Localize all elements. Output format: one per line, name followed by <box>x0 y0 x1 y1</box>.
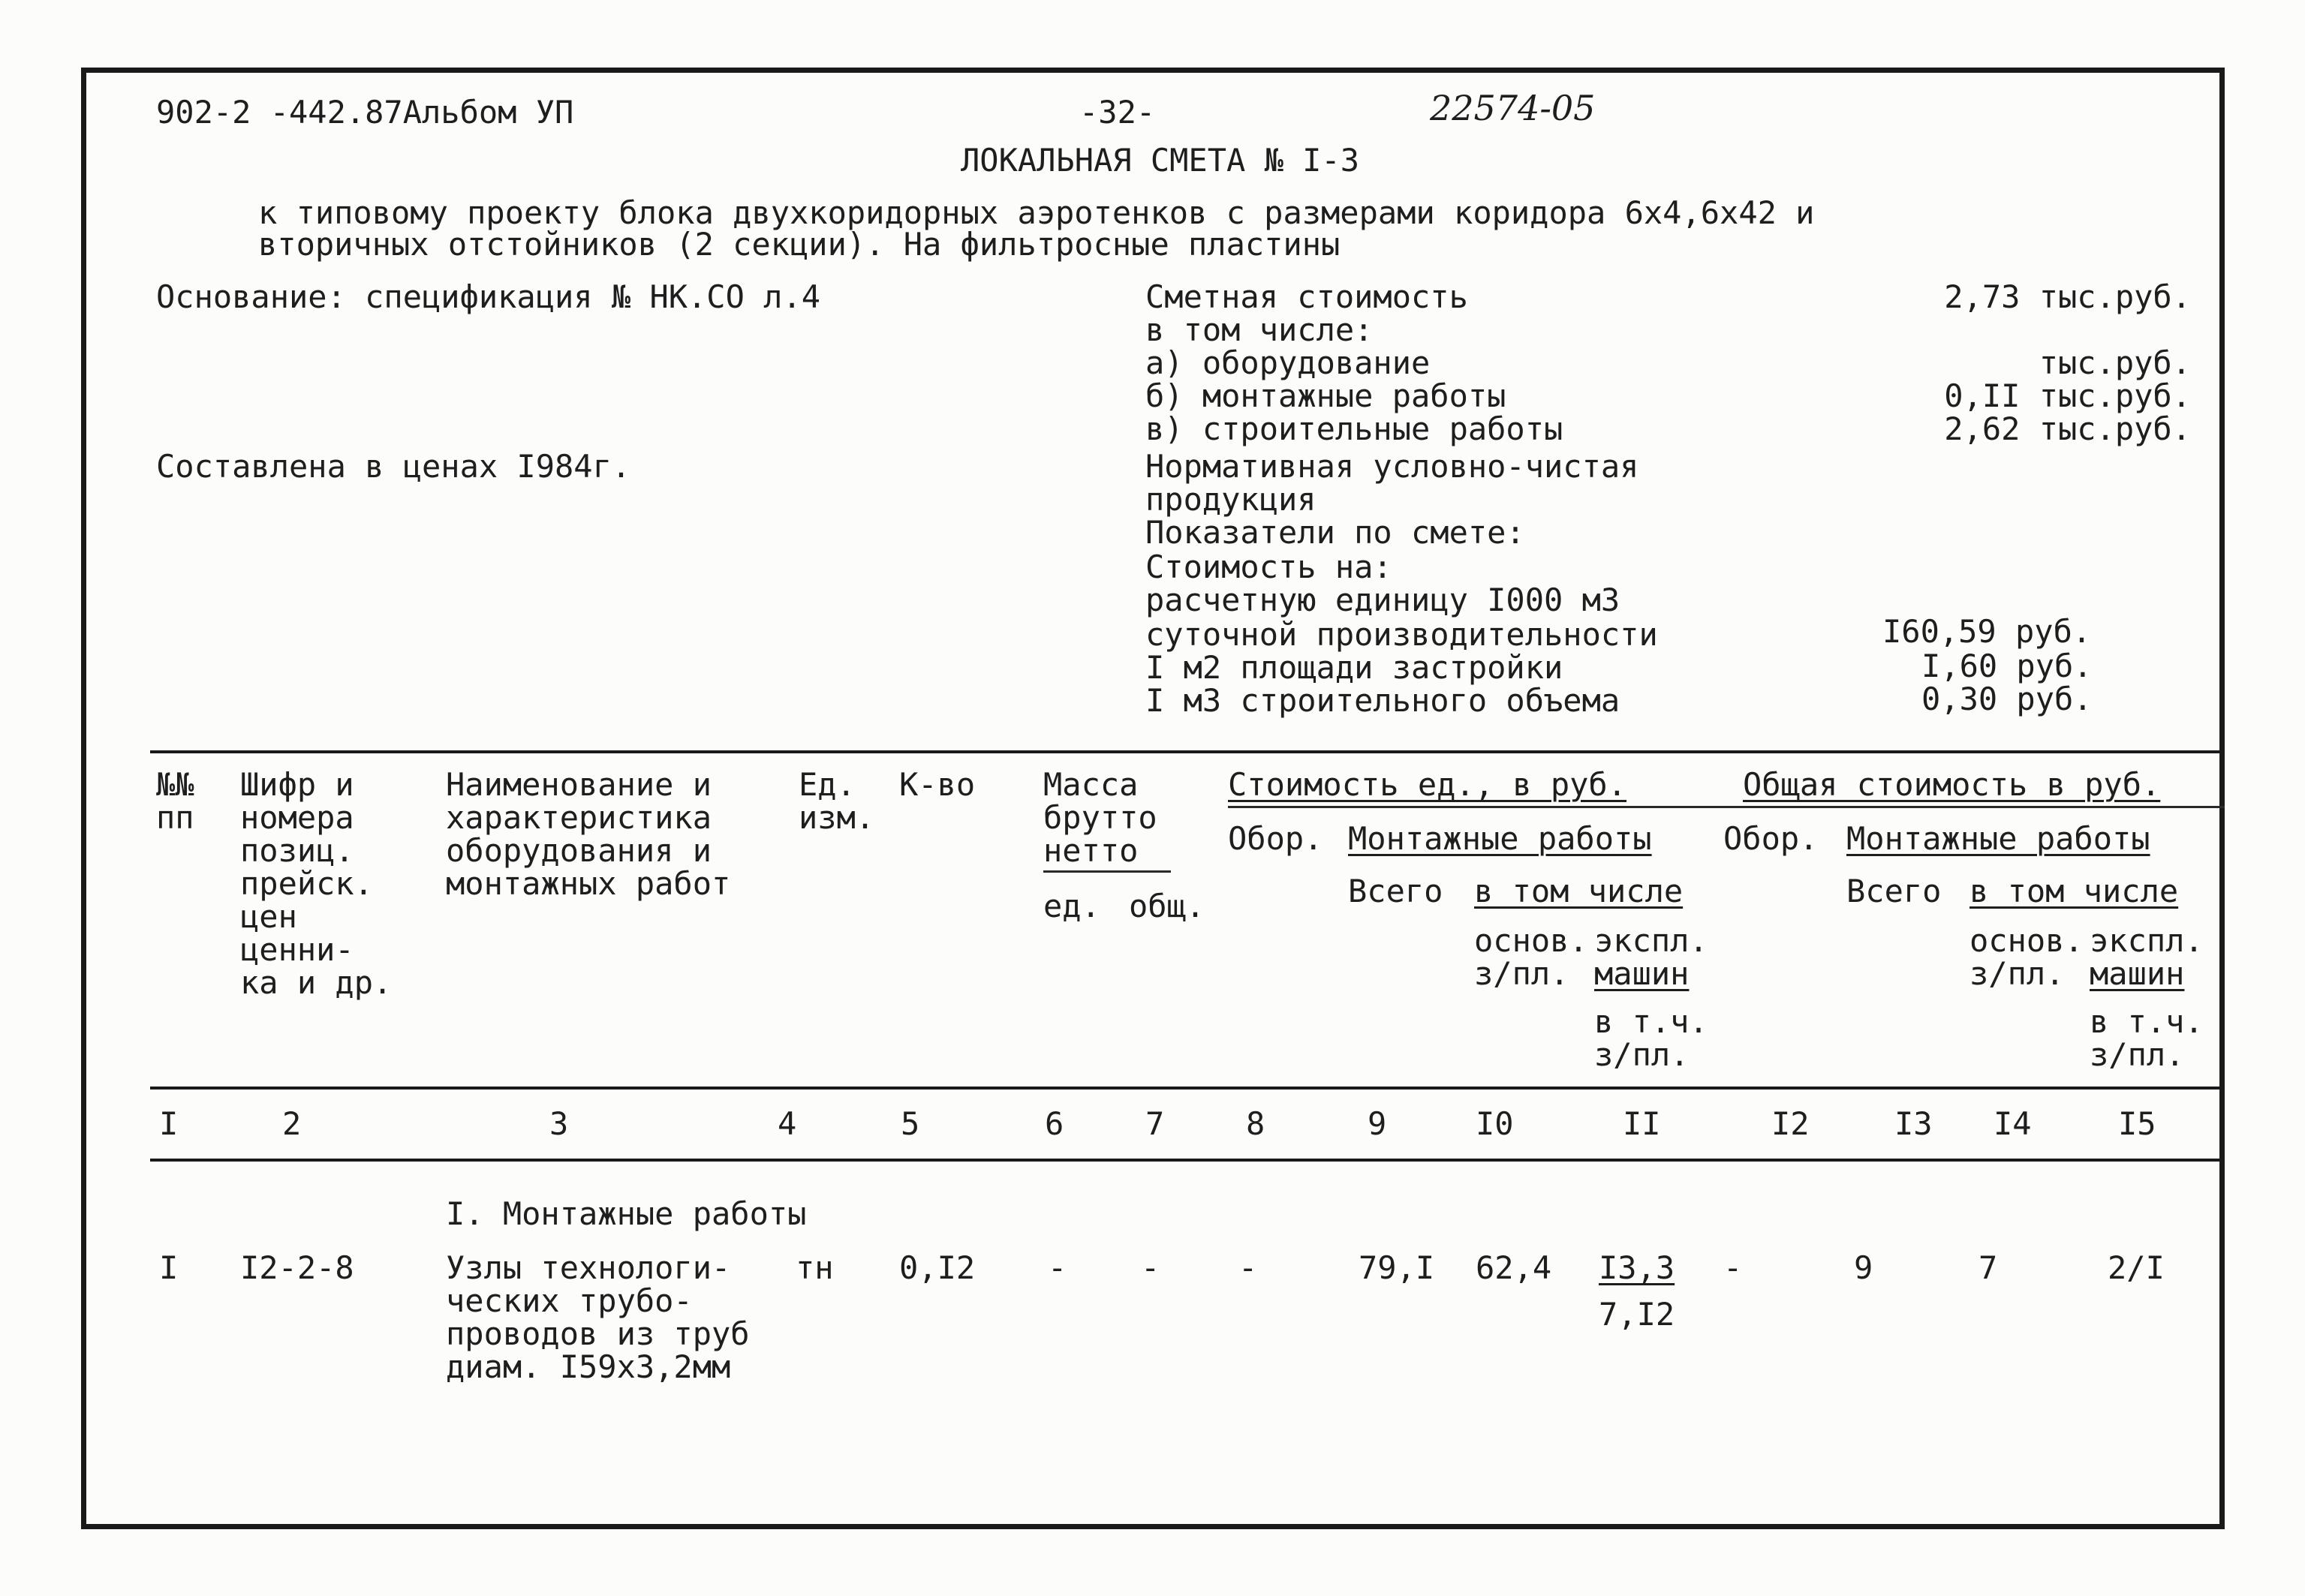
header-including-unit: в том числе <box>1474 873 1684 909</box>
volume-value: 0,30 руб. <box>1921 681 2093 717</box>
cost-group-line <box>1228 806 2225 808</box>
subtitle-line-2: вторичных отстойников (2 секции). На фильтросные пластины <box>258 226 1341 263</box>
handwritten-number: 22574-05 <box>1430 88 1596 128</box>
row-machines-pay-unit: 7,I2 <box>1599 1296 1675 1333</box>
row-mass-total: - <box>1141 1249 1160 1286</box>
estimate-item-construction-value: 2,62 тыс.руб. <box>1944 410 2191 447</box>
estimate-item-construction: в) строительные работы <box>1145 410 1563 447</box>
header-machines-pay-unit: в т.ч. з/пл. <box>1594 1003 1708 1073</box>
area-label: I м2 площади застройки <box>1145 649 1563 686</box>
header-total-cost: Общая стоимость в руб. <box>1743 766 2161 803</box>
document-title: ЛОКАЛЬНАЯ СМЕТА № I-3 <box>961 142 1360 179</box>
column-number-15: I5 <box>2118 1105 2156 1142</box>
header-mass-total: общ. <box>1129 888 1205 924</box>
column-number-4: 4 <box>778 1105 797 1142</box>
row-number: I <box>159 1249 179 1286</box>
prices-text: Составлена в ценах I984г. <box>156 448 631 485</box>
column-number-1: I <box>159 1105 179 1142</box>
column-number-10: I0 <box>1476 1105 1514 1142</box>
indicators-label: Показатели по смете: <box>1145 514 1525 551</box>
estimate-cost-value: 2,73 тыс.руб. <box>1944 278 2191 315</box>
header-machines2-total: машин <box>2090 955 2185 992</box>
area-value: I,60 руб. <box>1921 648 2093 684</box>
column-number-2: 2 <box>282 1105 302 1142</box>
normative-line-1: Нормативная условно-чистая <box>1145 448 1639 485</box>
header-machines2-unit: машин <box>1594 955 1690 992</box>
column-number-11: II <box>1623 1105 1661 1142</box>
header-brutto: брутто <box>1043 799 1157 836</box>
section-title: I. Монтажные работы <box>446 1195 807 1232</box>
row-base-pay-unit: 62,4 <box>1476 1249 1552 1286</box>
header-machines-unit: экспл. <box>1594 922 1708 959</box>
unit-line-2: суточной производительности <box>1145 616 1658 653</box>
volume-label: I м3 строительного объема <box>1145 682 1620 719</box>
row-machines-total: 2/I <box>2108 1249 2165 1286</box>
header-total-unit: Всего <box>1348 873 1443 909</box>
header-quantity: К-во <box>899 766 976 803</box>
header-base-pay-unit: основ. з/пл. <box>1474 922 1588 992</box>
subtitle-line-1: к типовому проекту блока двухкоридорных аэротенков с размерами коридора 6х4,6х42 и <box>258 194 1815 231</box>
row-equip-unit: - <box>1238 1249 1258 1286</box>
netto-underline <box>1043 870 1171 873</box>
estimate-item-installation: б) монтажные работы <box>1145 377 1506 414</box>
column-numbers-bottom-line <box>150 1159 2225 1162</box>
header-netto: нетто <box>1043 832 1139 869</box>
header-code: Шифр и номера позиц. прейск. цен ценни- ка и др. <box>240 766 393 1001</box>
header-mass-unit: ед. <box>1043 888 1100 924</box>
column-number-12: I2 <box>1771 1105 1810 1142</box>
column-number-3: 3 <box>549 1105 569 1142</box>
header-install-total: Монтажные работы <box>1846 820 2150 857</box>
column-number-6: 6 <box>1045 1105 1064 1142</box>
header-name: Наименование и характеристика оборудования и монтажных работ <box>446 766 731 902</box>
column-number-5: 5 <box>901 1105 920 1142</box>
including-label: в том числе: <box>1145 311 1374 348</box>
column-number-13: I3 <box>1894 1105 1933 1142</box>
column-number-8: 8 <box>1246 1105 1265 1142</box>
row-equip-total: - <box>1723 1249 1743 1286</box>
header-install-unit: Монтажные работы <box>1348 820 1652 857</box>
header-total-total: Всего <box>1846 873 1942 909</box>
header-base-pay-total: основ. з/пл. <box>1969 922 2084 992</box>
row-base-pay-total: 7 <box>1979 1249 1998 1286</box>
row-code: I2-2-8 <box>240 1249 354 1286</box>
unit-line-1: расчетную единицу I000 м3 <box>1145 582 1620 618</box>
header-equip-total: Обор. <box>1723 820 1819 857</box>
header-machines-total: экспл. <box>2090 922 2204 959</box>
row-mass-unit: - <box>1048 1249 1067 1286</box>
basis-text: Основание: спецификация № НК.СО л.4 <box>156 278 821 315</box>
header-mass: Масса <box>1043 766 1139 803</box>
table-top-line <box>150 750 2225 753</box>
normative-line-2: продукция <box>1145 481 1316 518</box>
column-number-14: I4 <box>1994 1105 2032 1142</box>
estimate-item-installation-value: 0,II тыс.руб. <box>1944 377 2191 414</box>
doc-code: 902-2 -442.87Альбом УП <box>156 94 574 131</box>
header-machines-pay-total: в т.ч. з/пл. <box>2090 1003 2204 1073</box>
estimate-item-equipment-value: тыс.руб. <box>2039 344 2191 381</box>
column-number-9: 9 <box>1368 1105 1387 1142</box>
header-unit: Ед. изм. <box>799 766 875 836</box>
header-including-total: в том числе <box>1969 873 2179 909</box>
row-name: Узлы технологи- ческих трубо- проводов из труб диам. I59х3,2мм <box>446 1249 750 1385</box>
column-number-7: 7 <box>1145 1105 1165 1142</box>
cost-per-label: Стоимость на: <box>1145 549 1392 585</box>
estimate-cost-label: Сметная стоимость <box>1145 278 1468 315</box>
row-install-total-unit: 79,I <box>1359 1249 1435 1286</box>
unit-value: I60,59 руб. <box>1882 613 2092 650</box>
header-equip-unit: Обор. <box>1228 820 1323 857</box>
header-unit-cost: Стоимость ед., в руб. <box>1228 766 1627 803</box>
header-number: №№ пп <box>156 766 194 836</box>
row-unit: тн <box>796 1249 834 1286</box>
row-machines-unit: I3,3 <box>1599 1249 1675 1286</box>
column-numbers-top-line <box>150 1087 2225 1090</box>
page-number: -32- <box>1079 94 1156 131</box>
estimate-item-equipment: а) оборудование <box>1145 344 1431 381</box>
row-install-total: 9 <box>1854 1249 1873 1286</box>
row-quantity: 0,I2 <box>899 1249 976 1286</box>
